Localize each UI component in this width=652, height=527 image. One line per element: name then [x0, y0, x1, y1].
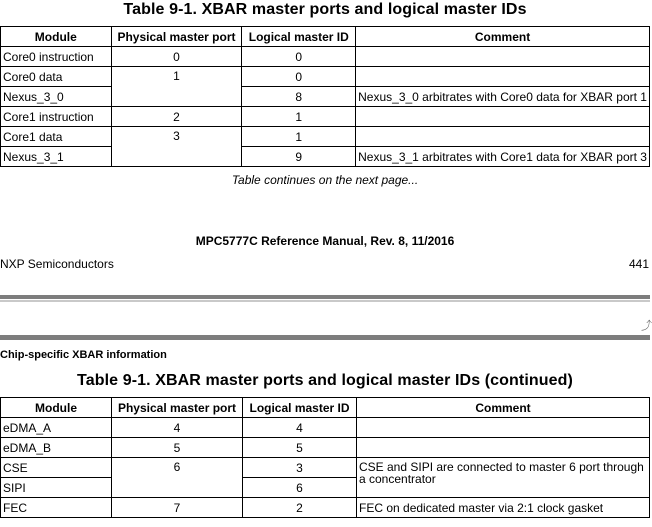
- column-header-logical-id: Logical master ID: [242, 27, 356, 47]
- footer-company: NXP Semiconductors: [0, 257, 114, 271]
- comment-cell: [356, 47, 650, 67]
- table-continues-note: Table continues on the next page...: [231, 173, 419, 187]
- page-edge-shadow: [0, 300, 650, 302]
- module-cell: FEC: [1, 498, 112, 518]
- physical-port-cell: 3: [111, 127, 242, 167]
- column-header-physical-port: Physical master port: [112, 398, 243, 418]
- comment-cell: CSE and SIPI are connected to master 6 port through a concentrator: [357, 458, 650, 498]
- physical-port-cell: 2: [111, 107, 242, 127]
- table-row: [1, 458, 650, 478]
- module-cell: Core0 instruction: [1, 47, 112, 67]
- xbar-master-table: [0, 26, 650, 167]
- table-header-row: [1, 27, 650, 47]
- module-cell: SIPI: [1, 478, 112, 498]
- logical-id-cell: 2: [243, 498, 357, 518]
- table-row: [1, 87, 650, 107]
- comment-cell: [357, 438, 650, 458]
- section-header: Chip-specific XBAR information: [0, 349, 167, 361]
- logical-id-cell: 1: [242, 107, 356, 127]
- physical-port-cell: 4: [112, 418, 243, 438]
- module-cell: eDMA_A: [1, 418, 112, 438]
- module-cell: Nexus_3_0: [1, 87, 112, 107]
- comment-cell: [356, 107, 650, 127]
- table-header-row: [1, 398, 650, 418]
- table-title-continued: Table 9-1. XBAR master ports and logical master IDs (continued): [77, 372, 573, 389]
- footer-document-title: MPC5777C Reference Manual, Rev. 8, 11/2016: [195, 234, 455, 248]
- logical-id-cell: 0: [242, 47, 356, 67]
- physical-port-cell: 6: [112, 458, 243, 498]
- comment-cell: [356, 67, 650, 87]
- module-cell: Nexus_3_1: [1, 147, 112, 167]
- column-header-module: Module: [1, 398, 112, 418]
- module-cell: Core0 data: [1, 67, 112, 87]
- comment-cell: [356, 127, 650, 147]
- logical-id-cell: 3: [243, 458, 357, 478]
- physical-port-cell: 1: [111, 67, 242, 107]
- column-header-module: Module: [1, 27, 112, 47]
- comment-cell: Nexus_3_0 arbitrates with Core0 data for XBAR port 1: [356, 87, 650, 107]
- logical-id-cell: 0: [242, 67, 356, 87]
- logical-id-cell: 1: [242, 127, 356, 147]
- comment-cell: FEC on dedicated master via 2:1 clock gasket: [357, 498, 650, 518]
- table-row: [1, 147, 650, 167]
- column-header-comment: Comment: [356, 27, 650, 47]
- logical-id-cell: 8: [242, 87, 356, 107]
- footer-page-number: 441: [628, 257, 649, 271]
- module-cell: CSE: [1, 458, 112, 478]
- logical-id-cell: 5: [243, 438, 357, 458]
- module-cell: Core1 data: [1, 127, 112, 147]
- table-row: [1, 107, 650, 127]
- table-title: Table 9-1. XBAR master ports and logical master IDs: [123, 1, 527, 18]
- logical-id-cell: 9: [242, 147, 356, 167]
- logical-id-cell: 4: [243, 418, 357, 438]
- table-row: [1, 67, 650, 87]
- module-cell: Core1 instruction: [1, 107, 112, 127]
- xbar-master-table-continued: [0, 397, 650, 518]
- physical-port-cell: 5: [112, 438, 243, 458]
- table-row: [1, 498, 650, 518]
- page-break: [0, 283, 650, 343]
- column-header-comment: Comment: [357, 398, 650, 418]
- comment-cell: Nexus_3_1 arbitrates with Core1 data for XBAR port 3: [356, 147, 650, 167]
- column-header-logical-id: Logical master ID: [243, 398, 357, 418]
- table-row: [1, 47, 650, 67]
- module-cell: eDMA_B: [1, 438, 112, 458]
- table-row: [1, 418, 650, 438]
- comment-cell: [357, 418, 650, 438]
- column-header-physical-port: Physical master port: [111, 27, 242, 47]
- page-curl-icon: ⤴: [641, 320, 652, 332]
- page-edge-bottom: [0, 295, 650, 299]
- physical-port-cell: 7: [112, 498, 243, 518]
- page-edge-top: [0, 335, 650, 340]
- table-row: [1, 127, 650, 147]
- physical-port-cell: 0: [111, 47, 242, 67]
- table-row: [1, 438, 650, 458]
- logical-id-cell: 6: [243, 478, 357, 498]
